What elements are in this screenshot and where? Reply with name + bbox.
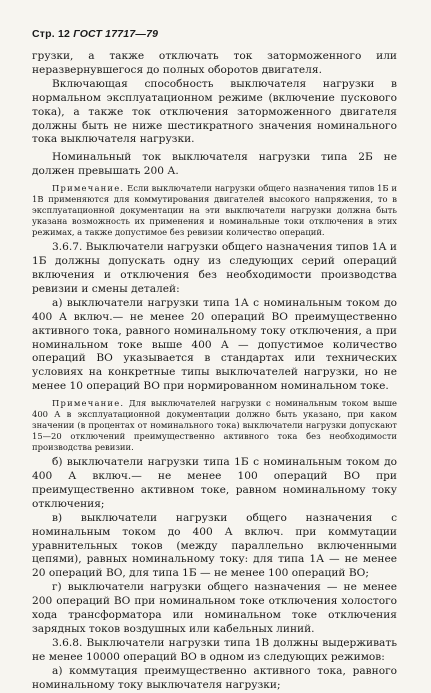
paragraph: 3.6.8. Выключатели нагрузки типа 1В должны выдерживать не менее 10000 операций ВО в одном из следующих режимов: [32,636,397,663]
note-text: Для выключателей нагрузки с номинальным током выше 400 А в эксплуатационной документации должно быть указано, при каком значении (в процентах от номинального тока) выключатели нагрузки допускают 15—20 отключений преимущественно активного тока без необходимости производства ревизии. [32,398,397,453]
note-label: Примечание. [52,398,125,409]
list-item: г) выключатели нагрузки общего назначения — не менее 200 операций ВО при номинальном токе отключения холостого хода трансформатора или номинальном токе отключения зарядных токов воздушных или кабельных линий. [32,581,397,635]
document-body [32,50,397,693]
note-label: Примечание. [52,183,125,194]
paragraph: грузки, а также отключать ток заторможенного или неразвернувшегося до полных оборотов двигателя. [32,50,397,76]
note-text: Если выключатели нагрузки общего назначения типов 1Б и 1В применяются для коммутирования двигателей высокого напряжения, то в эксплуатационной документации на эти выключатели нагрузки должна быть указана возможность их применения и номинальные токи отключения в этих режимах, а также допустимое без ревизии количество операций. [32,183,398,238]
list-item: а) выключатели нагрузки типа 1А с номинальным током до 400 А включ.— не менее 20 операций ВО преимущественно активного тока, равного номинальному току отключения, а при номинальном токе выше 400 А — допустимое количество операций ВО указывается в стандартах или технических условиях на конкретные типы выключателей нагрузки, но не менее 10 операций ВО при нормированном номинальном токе. [32,296,397,393]
paragraph: Номинальный ток выключателя нагрузки типа 2Б не должен превышать 200 А. [32,151,397,178]
note [32,398,397,453]
note [32,183,397,238]
list-item: б) выключатели нагрузки типа 1Б с номинальным током до 400 А включ.— не менее 100 операций ВО при преимущественно активном токе, равном номинальному току отключения; [32,456,397,510]
page-header [32,28,397,40]
page-label: Стр. 12 [32,28,71,40]
list-item: а) коммутация преимущественно активного тока, равного номинальному току выключателя нагрузки; [32,664,397,691]
paragraph: Включающая способность выключателя нагрузки в нормальном эксплуатационном режиме (включение пускового тока), а также ток отключения заторможенного двигателя должны быть не ниже шестикратного значения номинального тока выключателя нагрузки. [32,77,397,146]
list-item: в) выключатели нагрузки общего назначения с номинальным током до 400 А включ. при коммутации уравнительных токов (между параллельно включенными цепями), равных номинальному току: для типа 1А — не менее 20 операций ВО, для типа 1Б — не менее 100 операций ВО; [32,511,397,580]
paragraph: 3.6.7. Выключатели нагрузки общего назначения типов 1А и 1Б должны допускать одну из следующих серий операций включения и отключения без необходимости производства ревизии и смены деталей: [32,241,397,295]
standard-code: ГОСТ 17717—79 [73,28,159,40]
